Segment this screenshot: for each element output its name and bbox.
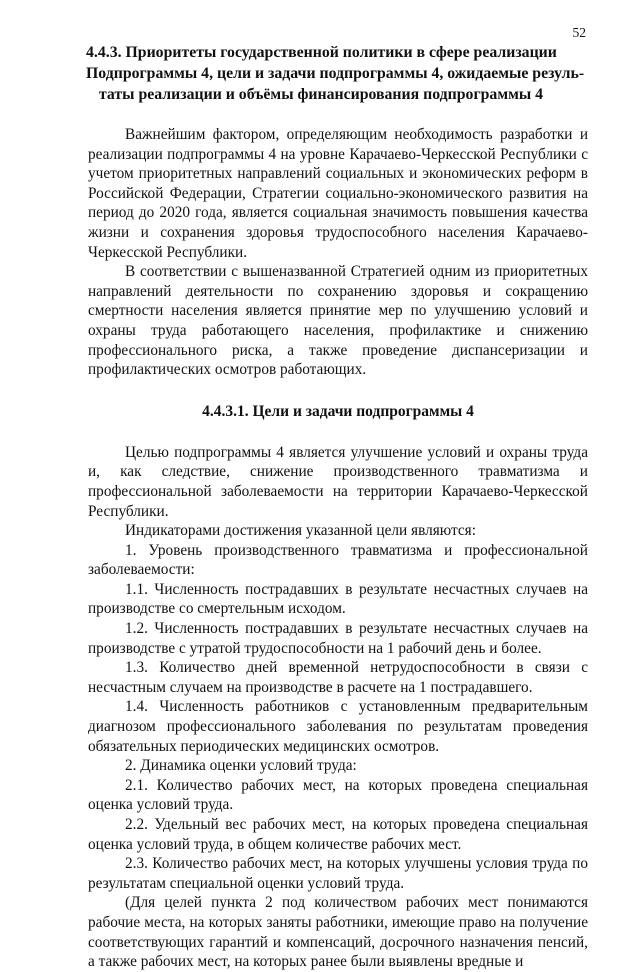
document-body — [88, 125, 588, 972]
section-heading-line: 4.4.3. Приоритеты государственной политики в сфере реализации — [86, 44, 557, 61]
body-paragraph: Целью подпрограммы 4 является улучшение условий и охраны труда и, как следствие, снижение производственного травматизма и профессиональной заболеваемости на территории Карачаево-Черкесской Республики. — [88, 443, 588, 520]
section-heading — [86, 42, 585, 105]
indicator-item: 2.2. Удельный вес рабочих мест, на которых проведена специальная оценка условий труда, в общем количестве рабочих мест. — [88, 816, 588, 853]
body-paragraph: Важнейшим фактором, определяющим необходимость разработки и реализации подпрограммы 4 на уровне Карачаево-Черкесской Республики с учетом приоритетных направлений социальных и экономических реформ в Российской Федерации, Стратегии социально-экономического развития на период до 2020 года, является социальная значимость повышения качества жизни и сохранения здоровья трудоспособного населения Карачаево-Черкесской Республики. — [88, 126, 588, 261]
body-paragraph: (Для целей пункта 2 под количеством рабочих мест понимаются рабочие места, на которых заняты работники, имеющие право на получение соответствующих гарантий и компенсаций, досрочного назначения пенсий, а также рабочих мест, на которых ранее были выявлены вредные и — [88, 894, 588, 971]
section-heading-line: Подпрограммы 4, цели и задачи подпрограммы 4, ожидаемые резуль- — [86, 65, 585, 82]
indicator-item: 2.1. Количество рабочих мест, на которых проведена специальная оценка условий труда. — [88, 776, 588, 814]
indicator-item: 2. Динамика оценки условий труда: — [125, 757, 357, 775]
indicator-item: 1.4. Численность работников с установленным предварительным диагнозом профессионального заболевания по результатам проведения обязательных периодических медицинских осмотров. — [88, 698, 588, 755]
indicator-item: 1. Уровень производственного травматизма и профессиональной заболеваемости: — [88, 541, 588, 579]
section-heading-line: таты реализации и объёмы финансирования подпрограммы 4 — [98, 86, 544, 103]
indicator-item: 2.3. Количество рабочих мест, на которых улучшены условия труда по результатам специальной оценки условий труда. — [88, 855, 588, 892]
indicator-item: 1.1. Численность пострадавших в результате несчастных случаев на производстве со смертельным исходом. — [88, 580, 588, 618]
page-number: 52 — [572, 25, 586, 40]
body-paragraph: В соответствии с вышеназванной Стратегией одним из приоритетных направлений деятельности по сохранению здоровья и сокращению смертности населения является принятие мер по улучшению условий и охраны труда работающего населения, профилактике и снижению профессионального риска, а также проведение диспансеризации и профилактических осмотров работающих. — [88, 263, 588, 379]
indicator-item: 1.2. Численность пострадавших в результате несчастных случаев на производстве с утратой трудоспособности на 1 рабочий день и более. — [88, 620, 588, 657]
subsection-heading: 4.4.3.1. Цели и задачи подпрограммы 4 — [202, 402, 474, 420]
indicator-item: 1.3. Количество дней временной нетрудоспособности в связи с несчастным случаем на производстве в расчете на 1 пострадавшего. — [88, 659, 588, 696]
body-paragraph: Индикаторами достижения указанной цели являются: — [125, 522, 476, 540]
